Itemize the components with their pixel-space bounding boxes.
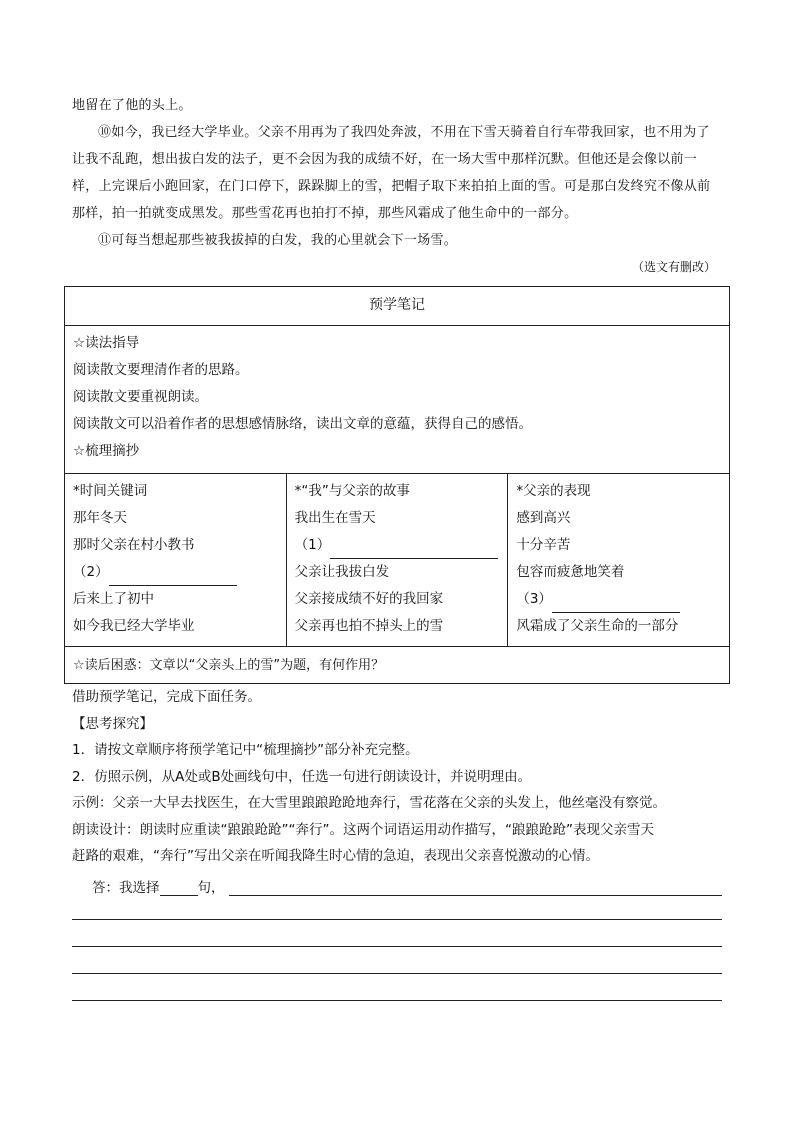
column-cell: 我出生在雪天 [294,510,376,526]
column-cell: 风霜成了父亲生命的一部分 [516,618,679,634]
source-note: （选文有删改） [631,260,716,274]
column-cell: 那时父亲在村小教书 [73,537,195,553]
summary-columns [65,474,729,647]
answer-first-line [72,876,722,896]
column-cell: 如今我已经大学毕业 [73,618,195,634]
blank-line[interactable] [552,596,680,613]
blank-label: （3） [516,591,552,607]
reading-design-line-2: 赶路的艰难，“奔行”写出父亲在听闻我降生时心情的急迫，表现出父亲喜悦激动的心情。 [72,848,599,864]
column-cell: 感到高兴 [516,510,571,526]
column-cell: 那年冬天 [73,510,127,526]
column-cell: 包容而疲惫地笑着 [516,564,625,580]
reading-design-line-1: 朗读设计：朗读时应重读“踉踉跄跄”“奔行”。这两个词语运用动作描写，“踉踉跄跄”表现父亲雪天 [72,821,654,838]
question-1: 1．请按文章顺序将预学笔记中“梳理摘抄”部分补充完整。 [72,742,419,758]
column-cell: 父亲让我拔白发 [294,564,390,580]
answer-mid: 句， [197,880,225,896]
answer-line[interactable] [72,1000,722,1001]
blank-1[interactable] [295,532,500,559]
column-cell: 父亲接成绩不好的我回家 [294,591,444,607]
column-stories [286,474,508,646]
column-head: *父亲的表现 [516,483,591,499]
passage-paragraph-10: ⑩如今，我已经大学毕业。父亲不用再为了我四处奔波，不用在下雪天骑着自行车带我回家，也不用为了让我不乱跑，想出拔白发的法子，更不会因为我的成绩不好，在一场大雪中那样沉默。但他还是会像以前一样，上完课后小跑回家，在门口停下，跺跺脚上的雪，把帽子取下来拍拍上面的雪。可是那白发终究不像从前那样，拍一拍就变成黑发。那些雪花再也拍打不掉，那些风霜成了他生命中的一部分。 [72,125,711,221]
reading-puzzle: ☆读后困惑：文章以“父亲头上的雪”为题，有何作用？ [73,658,385,673]
column-cell: 父亲再也拍不掉头上的雪 [294,618,444,634]
tasks [72,684,732,870]
answer-line[interactable] [229,881,723,896]
passage-line: 地留在了他的头上。 [72,98,192,113]
answer-line[interactable] [72,919,722,920]
column-head: *时间关键词 [73,483,148,499]
answer-line[interactable] [72,946,722,947]
guide-item: 阅读散文可以沿着作者的思想感情脉络，读出文章的意蕴，获得自己的感悟。 [73,416,532,432]
column-cell: 后来上了初中 [73,591,154,607]
column-father-behavior [507,474,729,646]
guide-heading: ☆读法指导 [73,335,140,351]
answer-prefix: 答：我选择 [92,880,160,896]
guide-item: 阅读散文要重视朗读。 [73,389,208,405]
blank-label: （2） [73,564,109,580]
guide-item: 阅读散文要理清作者的思路。 [73,362,249,378]
blank-label: （1） [294,537,331,553]
notes-title: 预学笔记 [65,287,729,326]
blank-3[interactable] [516,586,721,613]
tasks-heading: 【思考探究】 [72,715,153,732]
column-time-keywords [65,474,286,646]
column-head: *“我”与父亲的故事 [294,483,410,499]
reading-guide [65,326,729,474]
preview-notes-table [64,286,730,684]
example: 示例：父亲一大早去找医生，在大雪里踉踉跄跄地奔行，雪花落在父亲的头发上，他丝毫没有察觉。 [72,795,666,811]
blank-2[interactable] [73,559,278,586]
blank-line[interactable] [330,542,498,559]
answer-line[interactable] [72,973,722,974]
tasks-intro: 借助预学笔记，完成下面任务。 [72,689,261,705]
blank-line[interactable] [109,569,237,586]
summary-heading: ☆梳理摘抄 [73,443,140,459]
passage [72,92,722,254]
choice-blank[interactable] [160,881,198,896]
passage-paragraph-11: ⑪可每当想起那些被我拔掉的白发，我的心里就会下一场雪。 [98,233,458,248]
column-cell: 十分辛苦 [516,537,571,553]
answer-area [72,876,722,896]
question-2: 2．仿照示例，从A处或B处画线句中，任选一句进行朗读设计，并说明理由。 [72,768,532,785]
